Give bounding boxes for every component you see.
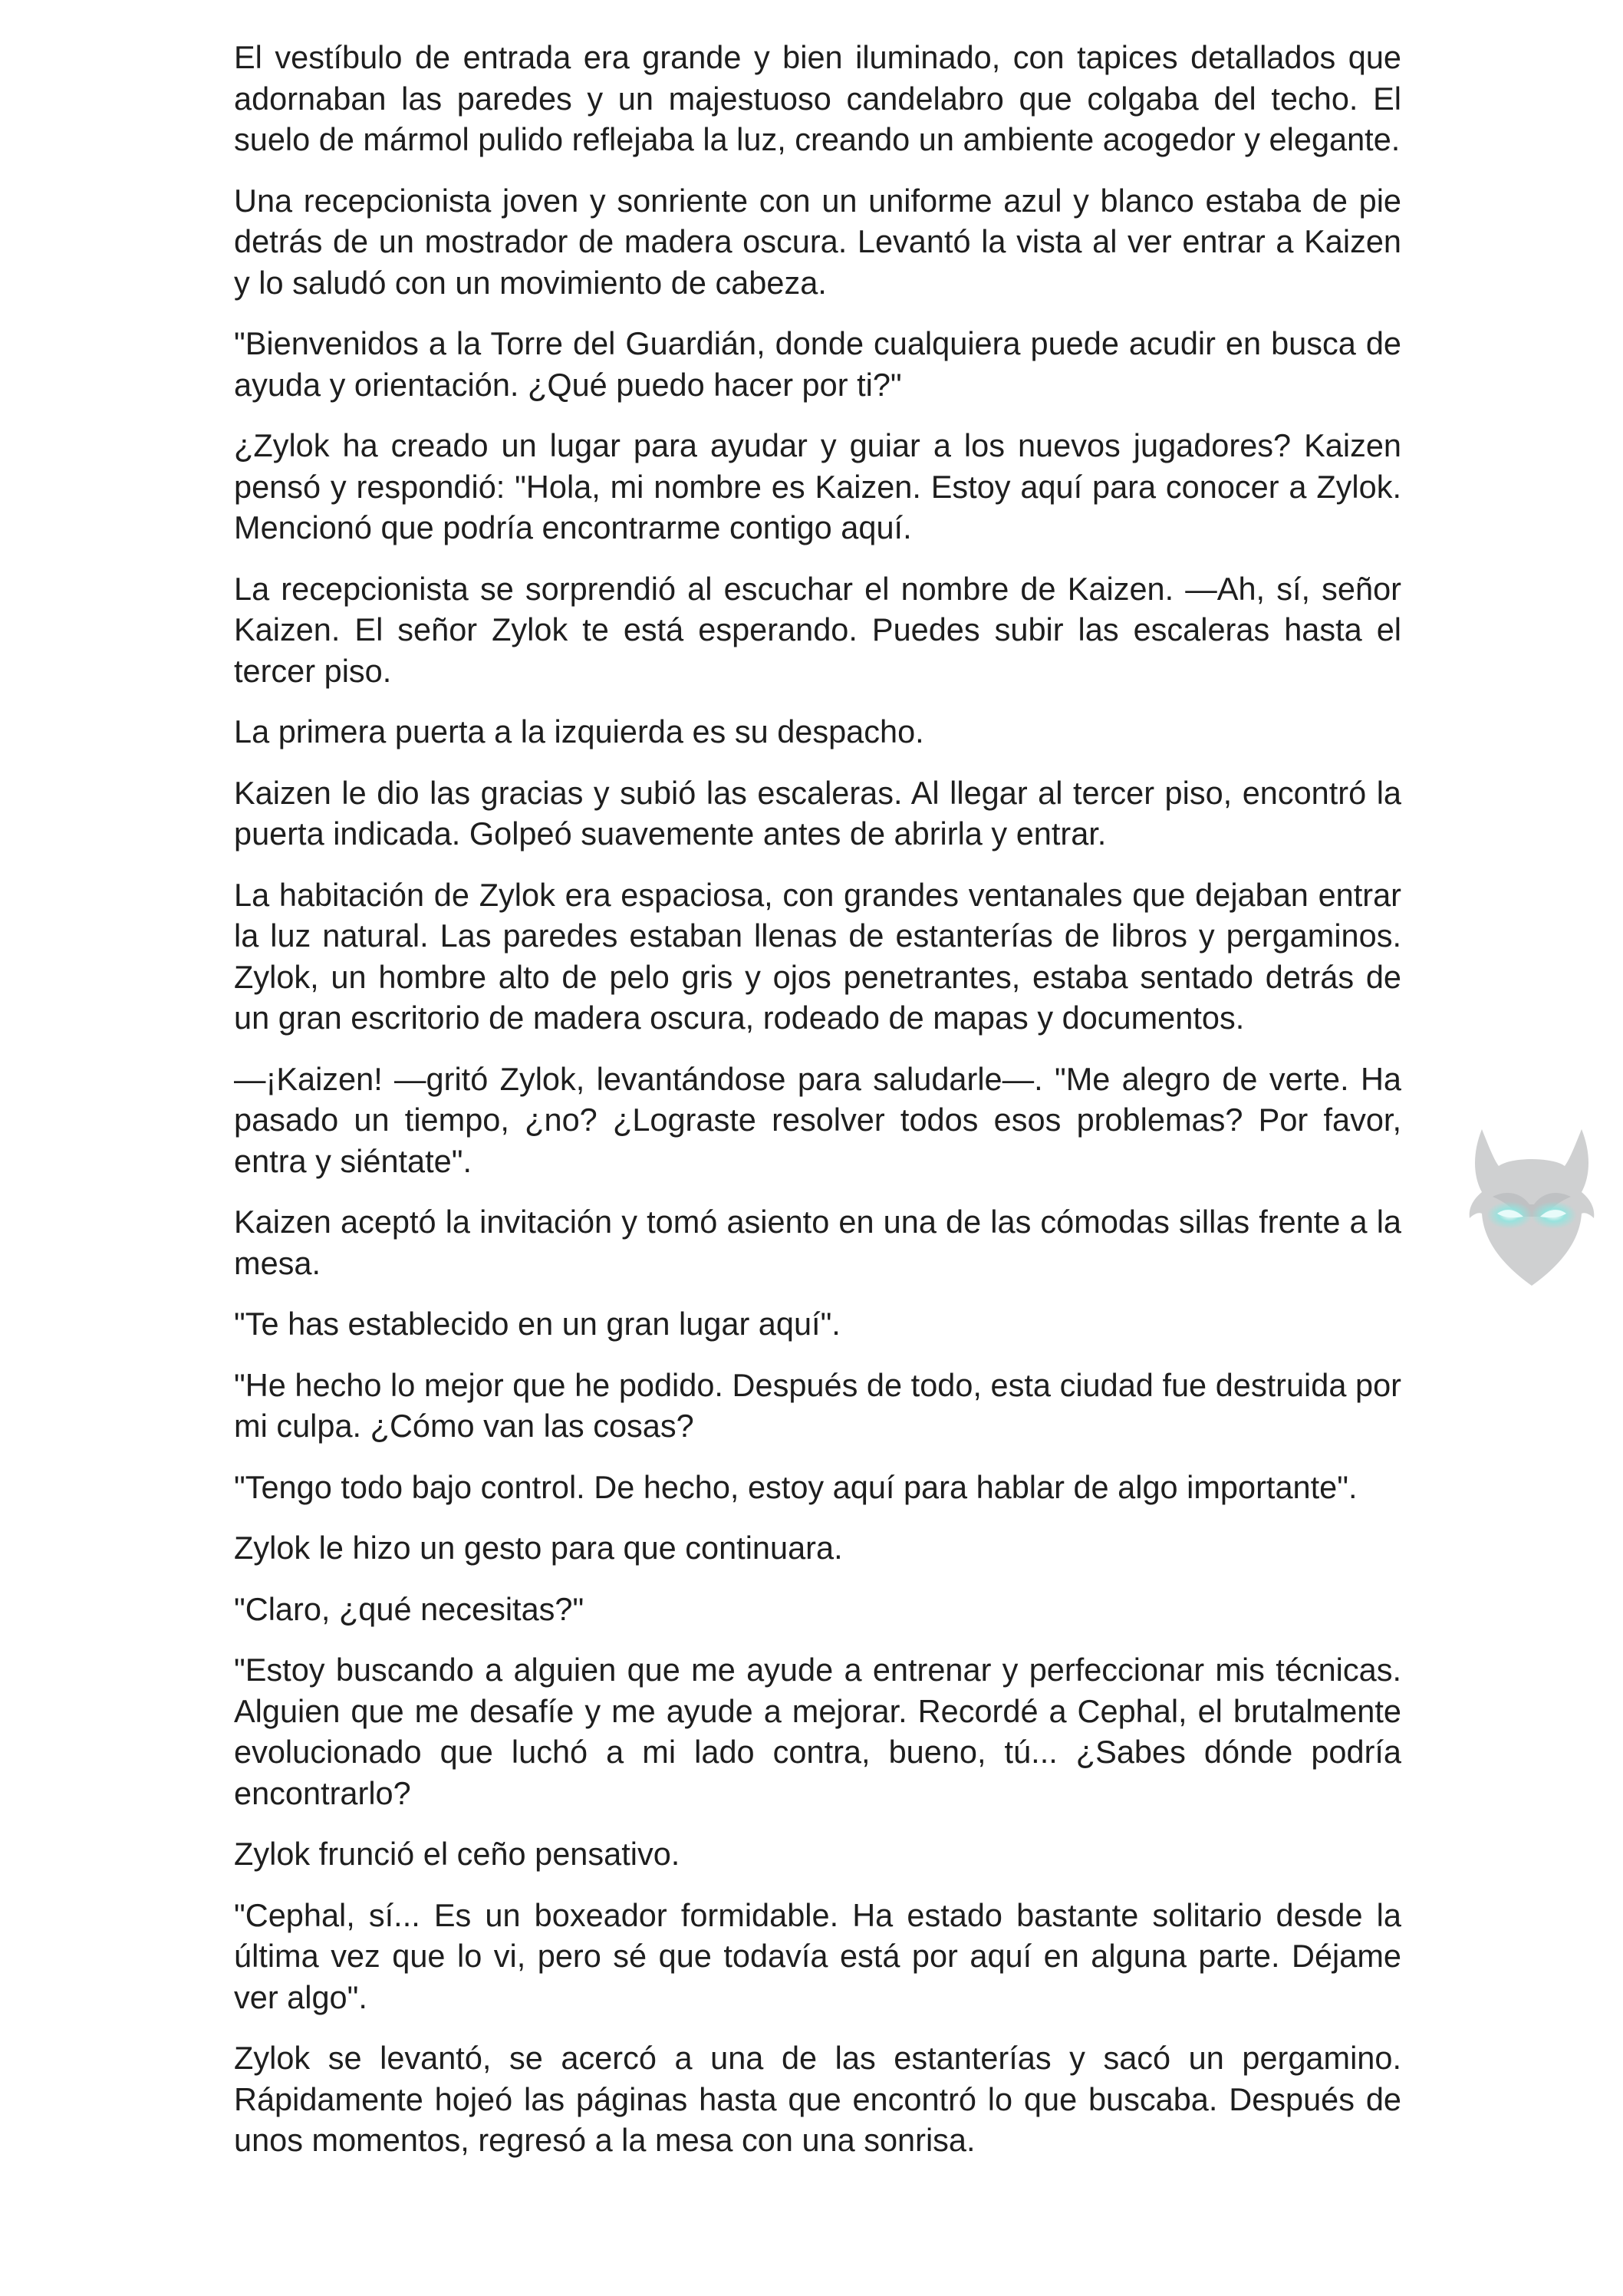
paragraph: "He hecho lo mejor que he podido. Después de todo, esta ciudad fue destruida por mi culpa. ¿Cómo van las cosas? xyxy=(234,1366,1401,1444)
paragraph: La recepcionista se sorprendió al escuchar el nombre de Kaizen. —Ah, sí, señor Kaizen. El señor Zylok te está esperando. Puedes subir las escaleras hasta el tercer piso. xyxy=(234,570,1401,689)
paragraph: "Tengo todo bajo control. De hecho, estoy aquí para hablar de algo importante". xyxy=(234,1468,1358,1505)
demon-head-icon xyxy=(1459,1122,1605,1292)
paragraph: ¿Zylok ha creado un lugar para ayudar y guiar a los nuevos jugadores? Kaizen pensó y respondió: "Hola, mi nombre es Kaizen. Estoy aquí para conocer a Zylok. Mencionó que podría encontrarme contigo aquí. xyxy=(234,427,1401,545)
paragraph: Zylok frunció el ceño pensativo. xyxy=(234,1836,680,1872)
paragraph: —¡Kaizen! —gritó Zylok, levantándose para saludarle—. "Me alegro de verte. Ha pasado un tiempo, ¿no? ¿Lograste resolver todos esos problemas? Por favor, entra y siéntate". xyxy=(234,1060,1401,1179)
paragraph: La habitación de Zylok era espaciosa, con grandes ventanales que dejaban entrar la luz natural. Las paredes estaban llenas de estanterías de libros y pergaminos. Zylok, un hombre alto de pelo gris y ojos penetrantes, estaba sentado detrás de un gran escritorio de madera oscura, rodeado de mapas y documentos. xyxy=(234,876,1401,1036)
paragraph: Zylok se levantó, se acercó a una de las estanterías y sacó un pergamino. Rápidamente hojeó las páginas hasta que encontró lo que buscaba. Después de unos momentos, regresó a la mesa con una sonrisa. xyxy=(234,2040,1401,2158)
paragraph: "Cephal, sí... Es un boxeador formidable. Ha estado bastante solitario desde la última vez que lo vi, pero sé que todavía está por aquí en alguna parte. Déjame ver algo". xyxy=(234,1896,1401,2015)
paragraph: "Bienvenidos a la Torre del Guardián, donde cualquiera puede acudir en busca de ayuda y orientación. ¿Qué puedo hacer por ti?" xyxy=(234,325,1401,403)
paragraph: La primera puerta a la izquierda es su despacho. xyxy=(234,713,924,749)
paragraph: "Estoy buscando a alguien que me ayude a entrenar y perfeccionar mis técnicas. Alguien que me desafíe y me ayude a mejorar. Recordé a Cephal, el brutalmente evolucionado que luchó a mi lado contra, bueno, tú... ¿Sabes dónde podría encontrarlo? xyxy=(234,1652,1401,1811)
paragraph: El vestíbulo de entrada era grande y bien iluminado, con tapices detallados que adornaban las paredes y un majestuoso candelabro que colgaba del techo. El suelo de mármol pulido reflejaba la luz, creando un ambiente acogedor y elegante. xyxy=(234,39,1401,157)
paragraph: Una recepcionista joven y sonriente con un uniforme azul y blanco estaba de pie detrás de un mostrador de madera oscura. Levantó la vista al ver entrar a Kaizen y lo saludó con un movimiento de cabeza. xyxy=(234,182,1401,301)
paragraph: Zylok le hizo un gesto para que continuara. xyxy=(234,1530,843,1566)
paragraph: Kaizen aceptó la invitación y tomó asiento en una de las cómodas sillas frente a la mesa. xyxy=(234,1204,1401,1281)
paragraph: "Claro, ¿qué necesitas?" xyxy=(234,1590,584,1627)
paragraph: Kaizen le dio las gracias y subió las escaleras. Al llegar al tercer piso, encontró la puerta indicada. Golpeó suavemente antes de abrirla y entrar. xyxy=(234,774,1401,852)
body-text xyxy=(234,37,1401,2181)
paragraph: "Te has establecido en un gran lugar aquí". xyxy=(234,1306,841,1342)
